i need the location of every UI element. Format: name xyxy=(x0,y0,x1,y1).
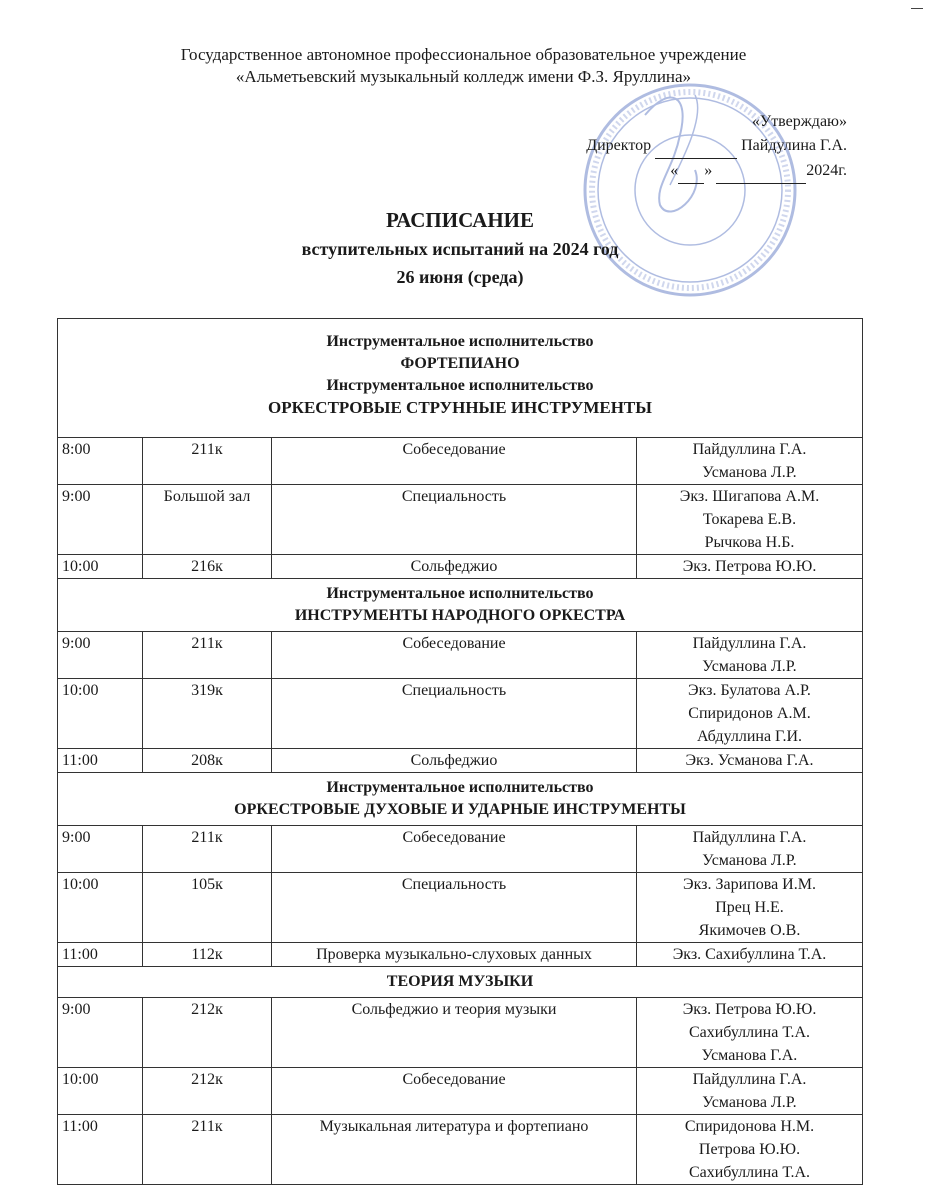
examiner-name: Токарева Е.В. xyxy=(702,511,797,528)
time-cell: 9:00 xyxy=(58,485,143,555)
room-cell: 211к xyxy=(143,826,272,873)
date-line xyxy=(586,159,847,184)
room-cell: 212к xyxy=(143,998,272,1068)
examiners-cell xyxy=(637,873,863,943)
section-heading-line: Инструментальное исполнительство xyxy=(326,377,594,394)
examiner-name: Усманова Л.Р. xyxy=(702,1094,797,1111)
room-cell: Большой зал xyxy=(143,485,272,555)
schedule-row xyxy=(58,555,863,579)
schedule-row xyxy=(58,1115,863,1185)
examiners-cell xyxy=(637,826,863,873)
section-heading-line: ИНСТРУМЕНТЫ НАРОДНОГО ОРКЕСТРА xyxy=(294,607,626,624)
section-heading-line: ОРКЕСТРОВЫЕ СТРУННЫЕ ИНСТРУМЕНТЫ xyxy=(268,398,652,417)
schedule-row xyxy=(58,749,863,773)
time-cell: 9:00 xyxy=(58,998,143,1068)
subject-cell: Сольфеджио и теория музыки xyxy=(272,998,637,1068)
title-date: 26 июня (среда) xyxy=(396,267,524,287)
subject-cell: Специальность xyxy=(272,679,637,749)
examiners-cell xyxy=(637,679,863,749)
subject-cell: Специальность xyxy=(272,873,637,943)
examiner-name: Прец Н.Е. xyxy=(715,899,784,916)
examiner-name: Пайдуллина Г.А. xyxy=(692,829,807,846)
schedule-row xyxy=(58,632,863,679)
title-subtitle: вступительных испытаний на 2024 год xyxy=(301,239,619,259)
title-main: РАСПИСАНИЕ xyxy=(385,208,535,232)
subject-cell: Сольфеджио xyxy=(272,555,637,579)
section-heading-line: Инструментальное исполнительство xyxy=(326,585,594,602)
time-cell: 10:00 xyxy=(58,679,143,749)
examiner-name: Сахибуллина Т.А. xyxy=(688,1024,811,1041)
examiner-name: Экз. Усманова Г.А. xyxy=(685,752,814,769)
examiner-name: Экз. Зарипова И.М. xyxy=(683,876,816,893)
section-header-row xyxy=(58,773,863,826)
examiners-cell xyxy=(637,555,863,579)
time-cell: 11:00 xyxy=(58,943,143,967)
schedule-row xyxy=(58,485,863,555)
examiner-name: Спиридонова Н.М. xyxy=(684,1118,815,1135)
subject-cell: Проверка музыкально-слуховых данных xyxy=(272,943,637,967)
approve-label: «Утверждаю» xyxy=(751,113,847,130)
examiner-name: Рычкова Н.Б. xyxy=(704,534,795,551)
section-heading-line: ОРКЕСТРОВЫЕ ДУХОВЫЕ И УДАРНЫЕ ИНСТРУМЕНТЫ xyxy=(234,801,686,818)
room-cell: 319к xyxy=(143,679,272,749)
schedule-row xyxy=(58,826,863,873)
examiner-name: Экз. Петрова Ю.Ю. xyxy=(682,1001,817,1018)
institution-line-2: «Альметьевский музыкальный колледж имени Ф.З. Яруллина» xyxy=(235,67,692,86)
subject-cell: Музыкальная литература и фортепиано xyxy=(272,1115,637,1185)
section-heading xyxy=(58,579,863,632)
room-cell: 211к xyxy=(143,632,272,679)
subject-cell: Собеседование xyxy=(272,438,637,485)
signature-line xyxy=(655,134,737,159)
section-header-row xyxy=(58,579,863,632)
subject-cell: Специальность xyxy=(272,485,637,555)
document-title xyxy=(200,205,720,291)
examiners-cell xyxy=(637,1115,863,1185)
year: 2024г. xyxy=(806,162,847,179)
section-heading xyxy=(58,319,863,438)
time-cell: 11:00 xyxy=(58,749,143,773)
examiner-name: Петрова Ю.Ю. xyxy=(698,1141,801,1158)
section-heading xyxy=(58,773,863,826)
examiner-name: Усманова Л.Р. xyxy=(702,658,797,675)
schedule-row xyxy=(58,438,863,485)
schedule-row xyxy=(58,943,863,967)
schedule-row xyxy=(58,1068,863,1115)
examiner-name: Экз. Петрова Ю.Ю. xyxy=(682,558,817,575)
examiners-cell xyxy=(637,998,863,1068)
examiners-cell xyxy=(637,1068,863,1115)
examiner-name: Усманова Г.А. xyxy=(701,1047,798,1064)
director-label: Директор xyxy=(586,137,652,154)
examiner-name: Абдуллина Г.И. xyxy=(696,728,803,745)
section-heading-line: Инструментальное исполнительство xyxy=(326,333,594,350)
subject-cell: Собеседование xyxy=(272,632,637,679)
examiner-name: Спиридонов А.М. xyxy=(688,705,811,722)
subject-cell: Собеседование xyxy=(272,1068,637,1115)
schedule-table xyxy=(57,318,863,1185)
time-cell: 10:00 xyxy=(58,555,143,579)
section-heading-line: ТЕОРИЯ МУЗЫКИ xyxy=(386,973,534,990)
scan-edge-mark xyxy=(911,8,923,9)
room-cell: 211к xyxy=(143,438,272,485)
examiner-name: Сахибуллина Т.А. xyxy=(688,1164,811,1181)
examiner-name: Пайдуллина Г.А. xyxy=(692,635,807,652)
date-close-quote: » xyxy=(704,162,713,179)
time-cell: 11:00 xyxy=(58,1115,143,1185)
examiners-cell xyxy=(637,632,863,679)
subject-cell: Собеседование xyxy=(272,826,637,873)
examiner-name: Экз. Булатова А.Р. xyxy=(688,682,811,699)
examiner-name: Пайдуллина Г.А. xyxy=(692,1071,807,1088)
date-open-quote: « xyxy=(670,162,679,179)
section-heading xyxy=(58,967,863,998)
subject-cell: Сольфеджио xyxy=(272,749,637,773)
examiners-cell xyxy=(637,943,863,967)
examiner-name: Пайдуллина Г.А. xyxy=(692,441,807,458)
schedule-row xyxy=(58,679,863,749)
room-cell: 216к xyxy=(143,555,272,579)
day-blank xyxy=(678,159,704,184)
director-name: Пайдулина Г.А. xyxy=(741,137,847,154)
schedule-row xyxy=(58,998,863,1068)
approval-block xyxy=(586,110,847,184)
examiner-name: Усманова Л.Р. xyxy=(702,464,797,481)
time-cell: 10:00 xyxy=(58,1068,143,1115)
room-cell: 112к xyxy=(143,943,272,967)
room-cell: 211к xyxy=(143,1115,272,1185)
month-blank xyxy=(716,159,806,184)
time-cell: 8:00 xyxy=(58,438,143,485)
schedule-row xyxy=(58,873,863,943)
institution-line-1: Государственное автономное профессиональное образовательное учреждение xyxy=(180,45,747,64)
time-cell: 9:00 xyxy=(58,632,143,679)
examiner-name: Якимочев О.В. xyxy=(698,922,801,939)
section-header-row xyxy=(58,967,863,998)
examiner-name: Экз. Сахибуллина Т.А. xyxy=(672,946,827,963)
time-cell: 10:00 xyxy=(58,873,143,943)
examiners-cell xyxy=(637,749,863,773)
director-line xyxy=(586,134,847,159)
section-heading-line: Инструментальное исполнительство xyxy=(326,779,594,796)
section-heading-line: ФОРТЕПИАНО xyxy=(400,355,520,372)
room-cell: 212к xyxy=(143,1068,272,1115)
room-cell: 105к xyxy=(143,873,272,943)
time-cell: 9:00 xyxy=(58,826,143,873)
examiner-name: Усманова Л.Р. xyxy=(702,852,797,869)
section-header-row xyxy=(58,319,863,438)
examiners-cell xyxy=(637,438,863,485)
examiners-cell xyxy=(637,485,863,555)
examiner-name: Экз. Шигапова А.М. xyxy=(679,488,820,505)
room-cell: 208к xyxy=(143,749,272,773)
